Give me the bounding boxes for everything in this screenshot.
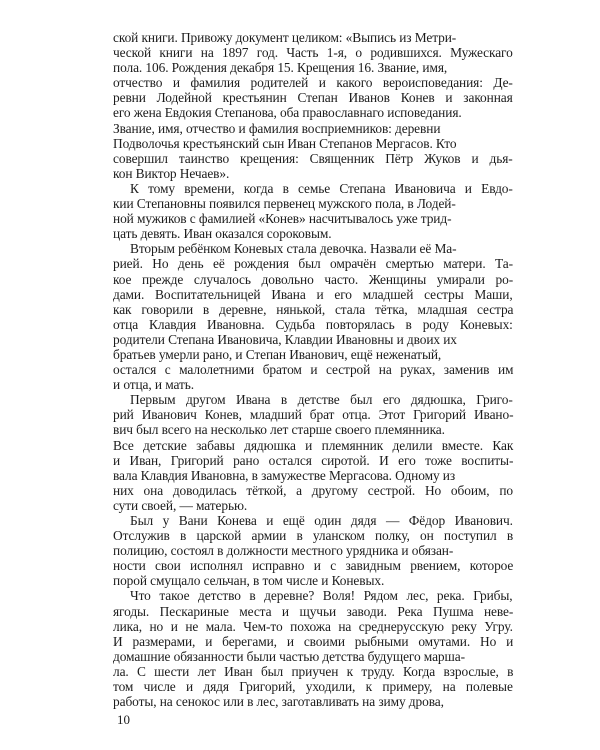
text-line: ной мужиков с фамилией «Конев» насчитывалось уже трид- xyxy=(113,211,452,227)
page-number: 10 xyxy=(117,712,130,727)
text-line: ла. С шести лет Иван был приучен к труду. Когда взрослые, в xyxy=(113,663,514,679)
text-line: дами. Воспитательницей Ивана и его младшей сестры Маши, xyxy=(113,286,513,302)
page-text xyxy=(113,30,513,709)
text-line: ягоды. Пескариные места и щучьи заводи. Река Пушма неве- xyxy=(113,603,514,619)
text-line: лика, но и не мала. Чем-то похожа на среднерусскую реку Угру. xyxy=(113,618,513,634)
text-line: вала Клавдия Ивановна, в замужестве Мергасова. Одному из xyxy=(113,467,456,483)
text-line: том числе и дядя Григорий, уходили, к примеру, на полевые xyxy=(113,679,513,695)
paragraph xyxy=(113,513,513,588)
text-line: остался с малолетними братом и сестрой на руках, заменив им xyxy=(113,362,514,378)
text-line: Был у Вани Конева и ещё один дядя — Фёдор Иванович. xyxy=(130,513,513,528)
text-line: как говорили в деревне, нянькой, стала тётка, младшая сестра xyxy=(113,301,514,317)
text-line: братьев умерли рано, и Степан Иванович, ещё неженатый, xyxy=(113,346,442,362)
text-line: ской книги. Привожу документ целиком: «Выпись из Метри- xyxy=(113,30,457,45)
text-line: цать девять. Иван оказался сороковым. xyxy=(113,226,332,242)
text-line: и Иван, Григорий рано остался сиротой. И его тоже воспиты- xyxy=(113,452,514,468)
text-line: вич был всего на несколько лет старше своего племянника. xyxy=(113,422,445,438)
text-line: ческой книги на 1897 год. Часть 1-я, о родившихся. Мужескаго xyxy=(113,45,513,61)
text-line: Подволочья крестьянский сын Иван Степанов Мергасов. Кто xyxy=(113,135,457,151)
text-line: К тому времени, когда в семье Степана Ивановича и Евдо- xyxy=(130,180,513,196)
text-line: полицию, состоял в должности местного урядника и обязан- xyxy=(113,543,454,559)
text-line: кое прежде случалось довольно часто. Женщины умирали ро- xyxy=(113,271,514,287)
text-line: родители Степана Ивановича, Клавдии Ивановны и двоих их xyxy=(113,331,457,347)
text-line: ности свои исполнял исправно и с завидным рвением, которое xyxy=(113,558,514,574)
text-line: его жена Евдокия Степанова, оба православнаго исповедания. xyxy=(113,105,462,121)
paragraph xyxy=(113,588,513,709)
text-line: кии Степановны появился первенец мужского пола, в Лодей- xyxy=(113,196,456,212)
text-line: совершил таинство крещения: Священник Пётр Жуков и дья- xyxy=(113,150,513,166)
text-line: отчество и фамилия родителей и какого вероисповедания: Де- xyxy=(113,75,513,91)
text-line: Звание, имя, отчество и фамилия восприемников: деревни xyxy=(113,120,441,136)
text-line: них она доводилась тёткой, а другому сестрой. Но обоим, по xyxy=(113,482,513,498)
text-line: Все детские забавы дядюшка и племянник делили вместе. Как xyxy=(113,437,514,453)
text-line: отца Клавдия Ивановна. Судьба повторялась в роду Коневых: xyxy=(113,316,513,332)
paragraph xyxy=(113,30,513,181)
text-line: Вторым ребёнком Коневых стала девочка. Назвали её Ма- xyxy=(130,241,457,257)
text-line: и отца, и мать. xyxy=(113,377,194,393)
text-line: ревни Лодейной крестьянин Степан Иванов Конев и законная xyxy=(113,90,513,106)
paragraph xyxy=(113,181,513,241)
paragraph xyxy=(113,392,513,513)
text-line: пола. 106. Рождения декабря 15. Крещения 16. Звание, имя, xyxy=(113,60,448,76)
text-line: домашние обязанности были частью детства будущего марша- xyxy=(113,648,465,664)
text-line: работы, на сенокос или в лес, заготавливать на зиму дрова, xyxy=(113,694,444,710)
paragraph xyxy=(113,241,513,392)
text-line: порой смущало сельчан, в том числе и Коневых. xyxy=(113,573,385,589)
text-line: рий Иванович Конев, младший брат отца. Этот Григорий Ивано- xyxy=(113,407,514,423)
text-line: сути своей, — матерью. xyxy=(113,497,248,513)
text-line: И размерами, и берегами, и своими рыбными омутами. Но и xyxy=(113,633,514,649)
text-line: Что такое детство в деревне? Воля! Рядом лес, река. Грибы, xyxy=(130,588,513,604)
text-line: Первым другом Ивана в детстве был его дядюшка, Григо- xyxy=(130,392,513,408)
text-line: Отслужив в царской армии в уланском полку, он поступил в xyxy=(113,528,514,544)
text-line: кон Виктор Нечаев». xyxy=(113,165,230,181)
text-line: рией. Но день её рождения был омрачён смертью матери. Та- xyxy=(113,256,513,272)
